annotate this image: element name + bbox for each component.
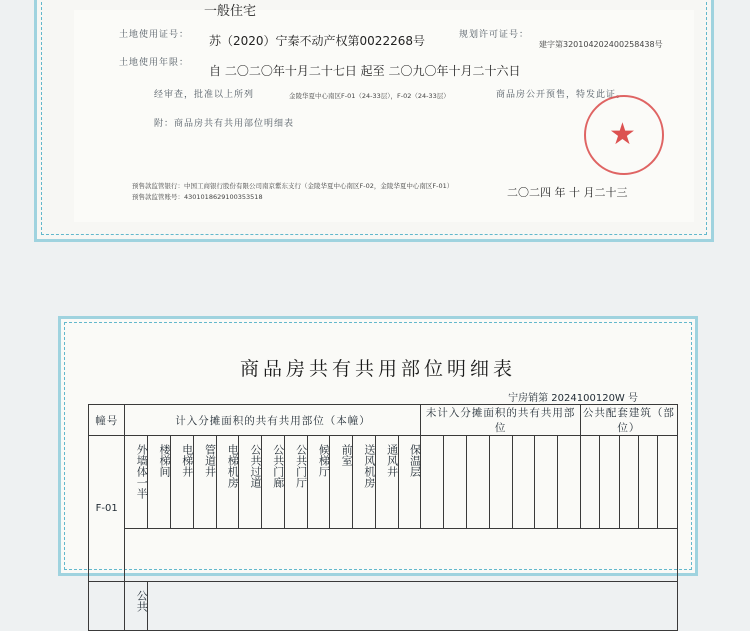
supervision-bank: 预售款监管银行：中国工商银行股份有限公司南京紫东支行（金陵华夏中心南区F-02，金陵华夏中心南区F-01） [132,182,454,190]
land-years-value: 自 二〇二〇年十月二十七日 起至 二〇九〇年十月二十六日 [209,64,521,78]
seal-star-icon: ★ [609,117,636,152]
counted-item: 楼梯间 [148,436,171,529]
land-years-label: 土地使用年限： [119,58,190,68]
official-seal [584,95,664,175]
empty-cell [125,529,678,582]
land-cert-label: 土地使用证号： [119,30,190,40]
counted-item: 前室 [330,436,353,529]
attachment-text: 附：商品房共有共用部位明细表 [154,119,295,129]
supervision-account: 预售款监管账号：4301018629100353518 [132,193,263,201]
table-row [89,436,678,529]
counted-item: 送风机房 [353,436,376,529]
empty-cell [619,436,638,529]
shared-parts-detail-document [58,316,698,612]
table-row [89,529,678,582]
approval-text: 经审查，批准以上所列 [154,90,255,100]
table-header-row [89,405,678,436]
counted-item: 保温层 [398,436,421,529]
presale-certificate [34,0,714,242]
counted-item: 电梯机房 [216,436,239,529]
planning-permit-value: 建字第320104202400258438号 [539,40,663,49]
empty-cell [489,436,512,529]
header-building: 幢号 [89,405,125,436]
land-cert-value: 苏（2020）宁秦不动产权第0022268号 [209,34,425,48]
table-row [89,582,678,631]
document-number: 宁房销第 2024100120W 号 [508,393,638,404]
empty-cell [467,436,490,529]
header-counted-parts: 计入分摊面积的共有共用部位（本幢） [125,405,421,436]
empty-cell [535,436,558,529]
shared-parts-table [88,404,678,631]
header-not-counted-parts: 未计入分摊面积的共有共用部位 [421,405,580,436]
planning-permit-label: 规划许可证号： [459,30,530,40]
header-public-facilities: 公共配套建筑（部位） [580,405,677,436]
presale-text: 商品房公开预售，特发此证。 [496,90,627,100]
counted-item: 候梯厅 [307,436,330,529]
scope-text: 金陵华夏中心南区F-01（24-33层），F-02（24-33层） [289,92,450,100]
document-title: 商品房共有共用部位明细表 [239,358,516,380]
empty-cell [512,436,535,529]
counted-item: 通风井 [375,436,398,529]
empty-cell [558,436,581,529]
counted-item: 外墙体一半 [125,436,148,529]
counted-item: 电梯井 [170,436,193,529]
empty-cell [148,582,678,631]
counted-item: 公共门廊 [262,436,285,529]
counted-item: 公共过道 [239,436,262,529]
counted-item: 公共门厅 [284,436,307,529]
empty-cell [444,436,467,529]
counted-item: 公共 [125,582,148,631]
empty-cell [89,582,125,631]
usage-value: 一般住宅 [204,4,257,19]
building-id-cell: F-01 [89,436,125,582]
empty-cell [580,436,599,529]
empty-cell [658,436,678,529]
empty-cell [638,436,657,529]
issue-date: 二〇二四 年 十 月二十三 [507,186,628,199]
empty-cell [600,436,619,529]
counted-item: 管道井 [193,436,216,529]
empty-cell [421,436,444,529]
